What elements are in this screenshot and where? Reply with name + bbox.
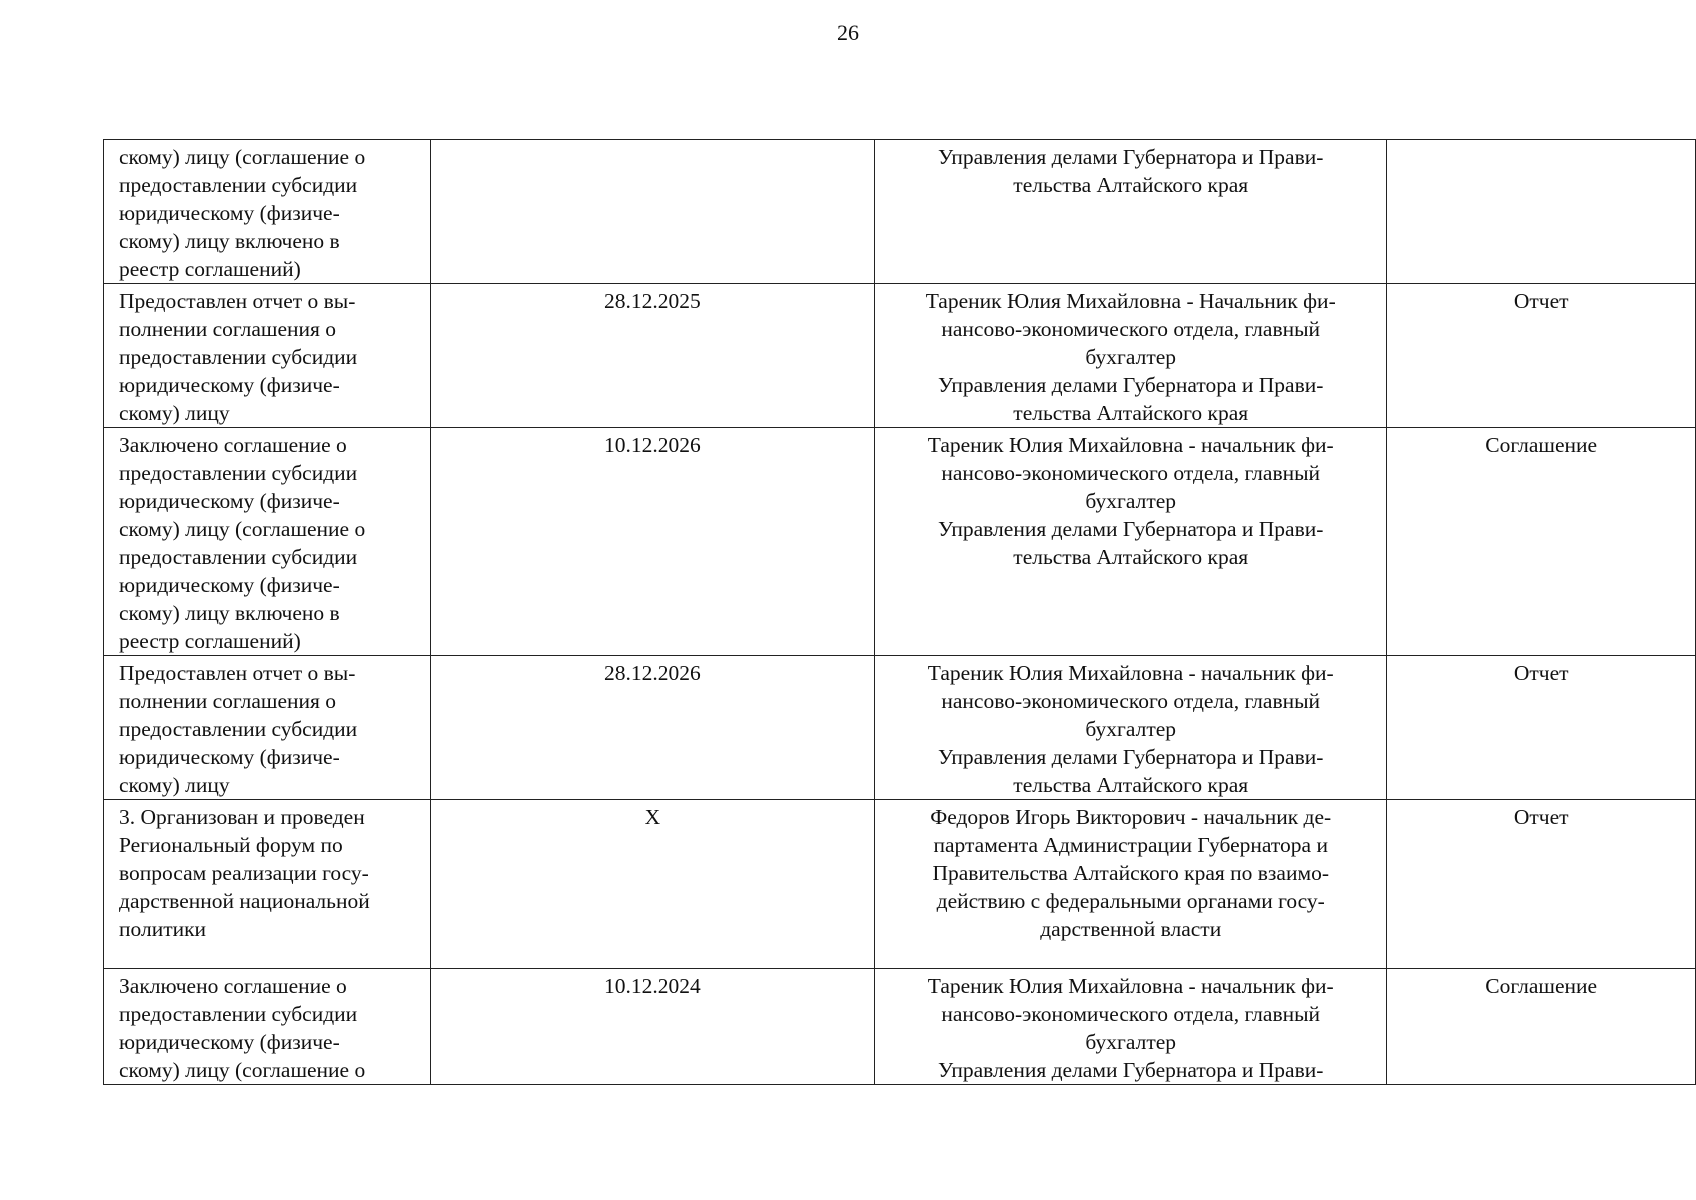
- responsible-cell: [875, 284, 1387, 428]
- document-cell: [1387, 140, 1696, 284]
- document-text: Соглашение: [1485, 433, 1598, 457]
- responsible-text: Управления делами Губернатора и Прави- тельства Алтайского края: [938, 145, 1324, 197]
- responsible-text: Тареник Юлия Михайловна - начальник фи- нансово-экономического отдела, главный бухгалтер Управления делами Губернатора и Прави- тельства Алтайского края: [927, 433, 1334, 569]
- responsible-cell: [875, 656, 1387, 800]
- responsible-text: Тареник Юлия Михайловна - Начальник фи- нансово-экономического отдела, главный бухгалтер Управления делами Губернатора и Прави- тельства Алтайского края: [925, 289, 1336, 425]
- table-row: [104, 800, 1696, 969]
- table-row: [104, 284, 1696, 428]
- responsible-cell: [875, 428, 1387, 656]
- event-cell: [104, 428, 431, 656]
- table-row: [104, 428, 1696, 656]
- document-text: Отчет: [1513, 661, 1569, 685]
- document-text: Отчет: [1513, 289, 1569, 313]
- event-text: 3. Организован и проведен Региональный форум по вопросам реализации госу- дарственной национальной политики: [119, 805, 370, 941]
- responsible-cell: [875, 800, 1387, 969]
- document-cell: [1387, 428, 1696, 656]
- event-text: скому) лицу (соглашение о предоставлении субсидии юридическому (физиче- скому) лицу включено в реестр соглашений): [119, 145, 366, 281]
- document-text: Соглашение: [1485, 974, 1598, 998]
- event-text: Заключено соглашение о предоставлении субсидии юридическому (физиче- скому) лицу (соглашение о: [119, 974, 366, 1082]
- event-text: Предоставлен отчет о вы- полнении соглашения о предоставлении субсидии юридическому (физиче- скому) лицу: [119, 661, 358, 797]
- date-cell: [430, 140, 875, 284]
- document-cell: [1387, 800, 1696, 969]
- event-cell: [104, 656, 431, 800]
- page-number: 26: [837, 20, 859, 45]
- responsible-text: Тареник Юлия Михайловна - начальник фи- нансово-экономического отдела, главный бухгалтер Управления делами Губернатора и Прави- тельства Алтайского края: [927, 661, 1334, 797]
- date-text: 10.12.2024: [603, 974, 701, 998]
- date-cell: [430, 969, 875, 1085]
- date-text: X: [644, 805, 661, 829]
- event-cell: [104, 284, 431, 428]
- document-cell: [1387, 284, 1696, 428]
- date-text: 28.12.2025: [603, 289, 701, 313]
- responsible-cell: [875, 140, 1387, 284]
- event-text: Предоставлен отчет о вы- полнении соглашения о предоставлении субсидии юридическому (физиче- скому) лицу: [119, 289, 358, 425]
- responsible-text: Федоров Игорь Викторович - начальник де- партамента Администрации Губернатора и Правительства Алтайского края по взаимо- действию с федеральными органами госу- дарственной власти: [930, 805, 1332, 941]
- date-cell: [430, 428, 875, 656]
- event-text: Заключено соглашение о предоставлении субсидии юридическому (физиче- скому) лицу (соглашение о предоставлении субсидии юридическому (физиче- скому) лицу включено в реестр соглашений): [119, 433, 366, 653]
- table-row: [104, 969, 1696, 1085]
- event-cell: [104, 969, 431, 1085]
- document-text: Отчет: [1513, 805, 1569, 829]
- event-cell: [104, 140, 431, 284]
- date-cell: [430, 656, 875, 800]
- document-text: [1387, 140, 1695, 143]
- responsible-text: Тареник Юлия Михайловна - начальник фи- нансово-экономического отдела, главный бухгалтер Управления делами Губернатора и Прави-: [927, 974, 1334, 1082]
- document-cell: [1387, 969, 1696, 1085]
- plan-table: [103, 139, 1696, 1085]
- table-row: [104, 656, 1696, 800]
- date-text: [431, 140, 875, 143]
- date-text: 10.12.2026: [603, 433, 701, 457]
- event-cell: [104, 800, 431, 969]
- date-cell: [430, 284, 875, 428]
- table-row: [104, 140, 1696, 284]
- document-cell: [1387, 656, 1696, 800]
- date-text: 28.12.2026: [603, 661, 701, 685]
- responsible-cell: [875, 969, 1387, 1085]
- date-cell: [430, 800, 875, 969]
